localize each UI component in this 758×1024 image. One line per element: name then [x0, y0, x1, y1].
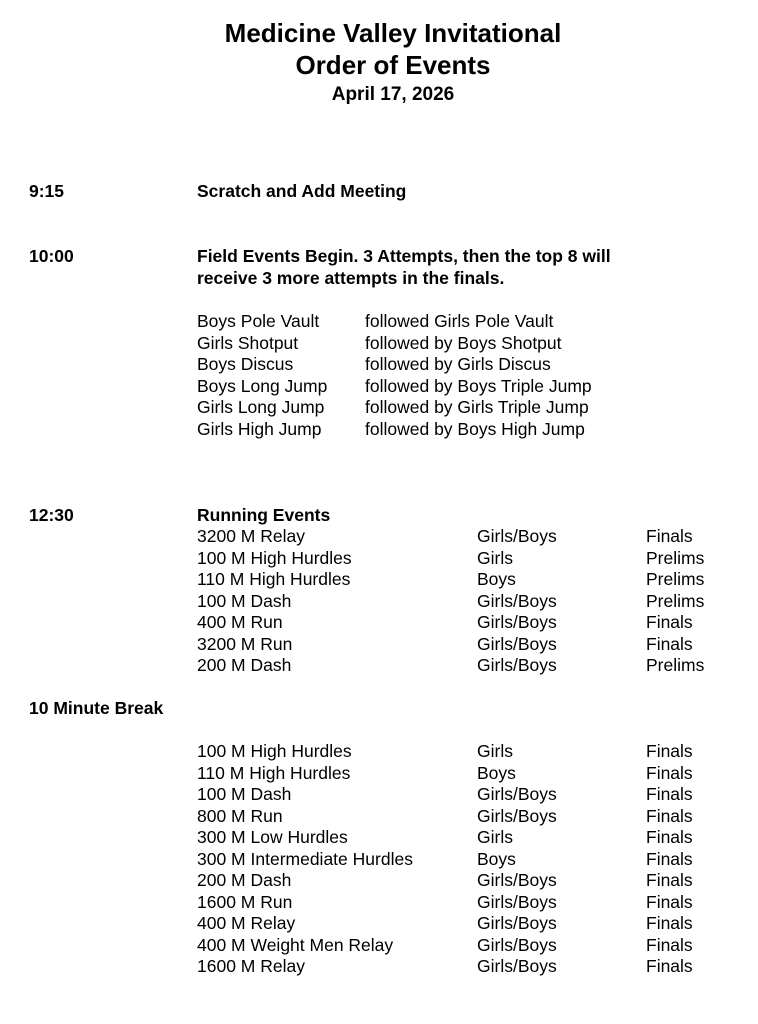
running-event-row [197, 935, 737, 957]
running-events-time: 12:30 [29, 505, 74, 525]
running-event-name: 400 M Weight Men Relay [197, 934, 394, 955]
running-event-row [197, 956, 737, 978]
running-event-row [197, 569, 737, 591]
running-event-row [197, 634, 737, 656]
running-event-row [197, 526, 737, 548]
running-event-round: Finals [646, 741, 693, 761]
running-event-name: 200 M Dash [197, 655, 292, 675]
running-events-second-block [197, 741, 737, 978]
document-subtitle: Order of Events [295, 50, 491, 80]
running-event-gender: Girls/Boys [477, 913, 557, 933]
running-event-row [197, 741, 737, 763]
running-event-row [197, 806, 737, 828]
running-event-row [197, 870, 737, 892]
running-event-gender: Girls/Boys [477, 526, 557, 546]
running-event-gender: Girls [477, 827, 513, 847]
running-event-round: Finals [646, 913, 693, 933]
running-event-gender: Girls/Boys [477, 956, 557, 976]
running-event-round: Finals [646, 805, 693, 826]
running-event-round: Finals [646, 762, 693, 783]
running-event-round: Finals [646, 848, 693, 869]
running-event-name: 1600 M Relay [197, 956, 305, 976]
field-event-followed: followed by Boys Shotput [365, 332, 562, 353]
running-event-round: Prelims [646, 655, 705, 675]
field-event-followed: followed by Girls Triple Jump [365, 397, 589, 417]
break-label: 10 Minute Break [29, 698, 164, 718]
running-event-name: 800 M Run [197, 805, 283, 826]
running-event-round: Finals [646, 526, 693, 546]
running-event-row [197, 892, 737, 914]
running-event-row [197, 591, 737, 613]
field-event-name: Girls Long Jump [197, 397, 325, 417]
running-event-row [197, 827, 737, 849]
running-event-round: Finals [646, 612, 693, 632]
running-event-round: Finals [646, 891, 693, 912]
running-event-round: Finals [646, 784, 693, 804]
meeting-title: Scratch and Add Meeting [197, 181, 407, 201]
field-event-name: Boys Long Jump [197, 375, 328, 396]
running-events-title: Running Events [197, 505, 331, 525]
running-event-row [197, 548, 737, 570]
running-event-name: 300 M Intermediate Hurdles [197, 848, 413, 869]
running-event-gender: Girls/Boys [477, 612, 557, 632]
field-event-followed: followed Girls Pole Vault [365, 311, 554, 331]
running-event-round: Finals [646, 934, 693, 955]
field-event-name: Boys Pole Vault [197, 311, 320, 331]
document-title: Medicine Valley Invitational [224, 18, 562, 48]
running-event-gender: Boys [477, 762, 516, 783]
field-event-followed: followed by Boys Triple Jump [365, 375, 592, 396]
field-event-name: Boys Discus [197, 354, 294, 374]
running-event-name: 200 M Dash [197, 870, 292, 890]
running-event-row [197, 655, 737, 677]
running-event-gender: Boys [477, 848, 516, 869]
field-event-name: Girls Shotput [197, 332, 299, 353]
field-event-name: Girls High Jump [197, 418, 322, 439]
running-event-name: 3200 M Run [197, 633, 293, 654]
meeting-time: 9:15 [29, 181, 65, 201]
running-event-round: Finals [646, 633, 693, 654]
running-events-first-block [197, 526, 737, 677]
running-event-gender: Girls/Boys [477, 784, 557, 804]
running-event-row [197, 913, 737, 935]
running-event-name: 3200 M Relay [197, 526, 305, 546]
field-events-time: 10:00 [29, 246, 74, 266]
running-event-row [197, 612, 737, 634]
document-date: April 17, 2026 [331, 84, 455, 105]
running-event-name: 400 M Run [197, 612, 283, 632]
running-event-gender: Girls/Boys [477, 891, 557, 912]
field-event-followed: followed by Boys High Jump [365, 418, 585, 439]
running-event-name: 400 M Relay [197, 913, 296, 933]
running-event-gender: Girls/Boys [477, 633, 557, 654]
running-event-gender: Girls [477, 547, 513, 568]
running-event-round: Prelims [646, 590, 705, 611]
running-event-name: 100 M High Hurdles [197, 547, 352, 568]
running-event-gender: Girls/Boys [477, 870, 557, 890]
field-event-followed: followed by Girls Discus [365, 354, 551, 374]
field-events-title: Field Events Begin. 3 Attempts, then the top 8 will receive 3 more attempts in the finals. [197, 246, 611, 288]
running-event-row [197, 763, 737, 785]
running-event-name: 1600 M Run [197, 891, 293, 912]
running-event-name: 110 M High Hurdles [197, 762, 351, 783]
running-event-name: 300 M Low Hurdles [197, 827, 348, 847]
running-event-name: 100 M High Hurdles [197, 741, 352, 761]
running-event-name: 100 M Dash [197, 590, 292, 611]
running-event-name: 100 M Dash [197, 784, 292, 804]
running-event-round: Finals [646, 870, 693, 890]
running-event-round: Finals [646, 827, 693, 847]
running-event-row [197, 784, 737, 806]
running-event-gender: Boys [477, 569, 516, 589]
running-event-gender: Girls/Boys [477, 655, 557, 675]
running-event-gender: Girls/Boys [477, 805, 557, 826]
running-event-gender: Girls/Boys [477, 590, 557, 611]
running-event-row [197, 849, 737, 871]
running-event-round: Prelims [646, 547, 705, 568]
running-event-gender: Girls [477, 741, 513, 761]
running-event-gender: Girls/Boys [477, 934, 557, 955]
running-event-round: Finals [646, 956, 693, 976]
running-event-round: Prelims [646, 569, 705, 589]
running-event-name: 110 M High Hurdles [197, 569, 351, 589]
